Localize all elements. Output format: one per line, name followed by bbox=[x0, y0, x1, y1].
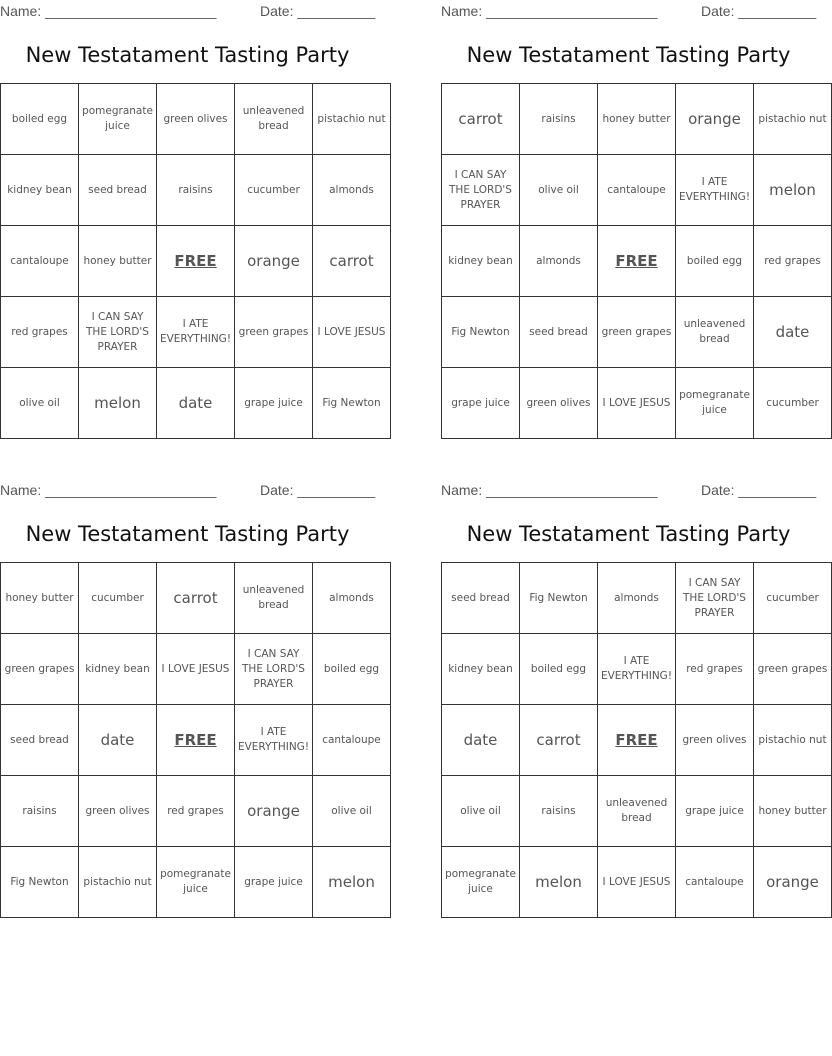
date-field: Date: __________ bbox=[260, 3, 376, 19]
grid-cell: honey butter bbox=[754, 776, 832, 847]
grid-row bbox=[442, 563, 832, 634]
grid-cell: orange bbox=[676, 84, 754, 155]
card-header bbox=[0, 479, 375, 501]
grid-cell: grape juice bbox=[676, 776, 754, 847]
grid-cell: cantaloupe bbox=[598, 155, 676, 226]
grid-cell: Fig Newton bbox=[520, 563, 598, 634]
grid-cell: cantaloupe bbox=[313, 705, 391, 776]
grid-cell: boiled egg bbox=[313, 634, 391, 705]
bingo-card-2 bbox=[441, 0, 827, 416]
card-title: New Testatament Tasting Party bbox=[25, 43, 350, 67]
grid-cell: pistachio nut bbox=[313, 84, 391, 155]
grid-cell: raisins bbox=[520, 84, 598, 155]
card-header bbox=[0, 0, 375, 22]
grid-row bbox=[442, 226, 832, 297]
grid-cell: olive oil bbox=[442, 776, 520, 847]
grid-row bbox=[1, 155, 391, 226]
grid-cell: cucumber bbox=[754, 563, 832, 634]
grid-cell: kidney bean bbox=[79, 634, 157, 705]
grid-cell: red grapes bbox=[157, 776, 235, 847]
grid-cell: date bbox=[754, 297, 832, 368]
grid-cell: carrot bbox=[157, 563, 235, 634]
card-header bbox=[441, 0, 816, 22]
grid-row bbox=[1, 368, 391, 439]
grid-row bbox=[1, 84, 391, 155]
grid-cell: olive oil bbox=[1, 368, 79, 439]
grid-cell: olive oil bbox=[520, 155, 598, 226]
grid-row bbox=[1, 776, 391, 847]
grid-cell: melon bbox=[79, 368, 157, 439]
grid-cell: I CAN SAY THE LORD'S PRAYER bbox=[676, 563, 754, 634]
grid-cell: pomegranate juice bbox=[157, 847, 235, 918]
grid-cell: green grapes bbox=[598, 297, 676, 368]
bingo-grid bbox=[0, 83, 391, 439]
grid-cell: I LOVE JESUS bbox=[157, 634, 235, 705]
grid-cell: kidney bean bbox=[442, 634, 520, 705]
grid-cell: raisins bbox=[1, 776, 79, 847]
grid-cell: unleavened bread bbox=[598, 776, 676, 847]
grid-cell: kidney bean bbox=[1, 155, 79, 226]
grid-cell: boiled egg bbox=[1, 84, 79, 155]
grid-cell: green grapes bbox=[235, 297, 313, 368]
grid-row bbox=[442, 297, 832, 368]
grid-cell: pomegranate juice bbox=[79, 84, 157, 155]
grid-cell: cantaloupe bbox=[1, 226, 79, 297]
grid-cell: melon bbox=[520, 847, 598, 918]
grid-cell: boiled egg bbox=[676, 226, 754, 297]
grid-cell: unleavened bread bbox=[235, 563, 313, 634]
bingo-card-3 bbox=[0, 479, 381, 895]
grid-cell: carrot bbox=[313, 226, 391, 297]
grid-cell: seed bread bbox=[520, 297, 598, 368]
grid-row bbox=[1, 634, 391, 705]
grid-row bbox=[442, 84, 832, 155]
grid-cell: raisins bbox=[157, 155, 235, 226]
bingo-card-1 bbox=[0, 0, 386, 412]
grid-row bbox=[1, 226, 391, 297]
card-title: New Testatament Tasting Party bbox=[466, 522, 791, 546]
name-field: Name: ______________________ bbox=[441, 482, 658, 498]
grid-cell: I ATE EVERYTHING! bbox=[157, 297, 235, 368]
bingo-grid bbox=[441, 562, 832, 918]
grid-cell: carrot bbox=[442, 84, 520, 155]
grid-row bbox=[1, 705, 391, 776]
grid-row bbox=[442, 155, 832, 226]
bingo-card-4 bbox=[441, 479, 828, 895]
card-title: New Testatament Tasting Party bbox=[466, 43, 791, 67]
grid-cell: pistachio nut bbox=[79, 847, 157, 918]
grid-cell: unleavened bread bbox=[676, 297, 754, 368]
grid-cell: green olives bbox=[520, 368, 598, 439]
grid-cell: orange bbox=[235, 776, 313, 847]
free-space: FREE bbox=[598, 705, 676, 776]
bingo-grid bbox=[0, 562, 391, 918]
grid-cell: I LOVE JESUS bbox=[313, 297, 391, 368]
grid-cell: olive oil bbox=[313, 776, 391, 847]
grid-cell: pomegranate juice bbox=[442, 847, 520, 918]
grid-cell: I ATE EVERYTHING! bbox=[235, 705, 313, 776]
grid-row bbox=[442, 634, 832, 705]
name-field: Name: ______________________ bbox=[0, 482, 217, 498]
grid-cell: melon bbox=[313, 847, 391, 918]
name-field: Name: ______________________ bbox=[441, 3, 658, 19]
grid-cell: pistachio nut bbox=[754, 84, 832, 155]
grid-cell: cantaloupe bbox=[676, 847, 754, 918]
grid-cell: cucumber bbox=[754, 368, 832, 439]
name-field: Name: ______________________ bbox=[0, 3, 217, 19]
date-field: Date: __________ bbox=[701, 482, 817, 498]
free-space: FREE bbox=[157, 705, 235, 776]
grid-cell: grape juice bbox=[235, 847, 313, 918]
grid-cell: raisins bbox=[520, 776, 598, 847]
grid-cell: Fig Newton bbox=[1, 847, 79, 918]
grid-cell: orange bbox=[235, 226, 313, 297]
grid-cell: Fig Newton bbox=[442, 297, 520, 368]
grid-cell: grape juice bbox=[442, 368, 520, 439]
date-field: Date: __________ bbox=[260, 482, 376, 498]
grid-cell: I CAN SAY THE LORD'S PRAYER bbox=[79, 297, 157, 368]
grid-row bbox=[1, 563, 391, 634]
grid-row bbox=[442, 776, 832, 847]
grid-cell: I ATE EVERYTHING! bbox=[598, 634, 676, 705]
grid-cell: cucumber bbox=[79, 563, 157, 634]
grid-cell: almonds bbox=[520, 226, 598, 297]
grid-cell: red grapes bbox=[1, 297, 79, 368]
grid-row bbox=[1, 297, 391, 368]
grid-cell: seed bread bbox=[79, 155, 157, 226]
grid-row bbox=[442, 368, 832, 439]
grid-cell: date bbox=[157, 368, 235, 439]
grid-cell: orange bbox=[754, 847, 832, 918]
grid-cell: red grapes bbox=[754, 226, 832, 297]
bingo-grid bbox=[441, 83, 832, 439]
grid-cell: green grapes bbox=[1, 634, 79, 705]
grid-cell: almonds bbox=[313, 563, 391, 634]
grid-cell: pomegranate juice bbox=[676, 368, 754, 439]
grid-cell: almonds bbox=[313, 155, 391, 226]
grid-cell: kidney bean bbox=[442, 226, 520, 297]
grid-cell: green olives bbox=[676, 705, 754, 776]
grid-cell: unleavened bread bbox=[235, 84, 313, 155]
grid-cell: boiled egg bbox=[520, 634, 598, 705]
grid-row bbox=[442, 705, 832, 776]
grid-cell: I LOVE JESUS bbox=[598, 368, 676, 439]
grid-cell: honey butter bbox=[598, 84, 676, 155]
date-field: Date: __________ bbox=[701, 3, 817, 19]
grid-cell: Fig Newton bbox=[313, 368, 391, 439]
grid-cell: I CAN SAY THE LORD'S PRAYER bbox=[442, 155, 520, 226]
grid-cell: seed bread bbox=[1, 705, 79, 776]
grid-row bbox=[442, 847, 832, 918]
grid-cell: carrot bbox=[520, 705, 598, 776]
free-space: FREE bbox=[598, 226, 676, 297]
card-title: New Testatament Tasting Party bbox=[25, 522, 350, 546]
grid-cell: grape juice bbox=[235, 368, 313, 439]
grid-cell: cucumber bbox=[235, 155, 313, 226]
grid-cell: honey butter bbox=[1, 563, 79, 634]
grid-row bbox=[1, 847, 391, 918]
grid-cell: green olives bbox=[157, 84, 235, 155]
grid-cell: honey butter bbox=[79, 226, 157, 297]
grid-cell: green olives bbox=[79, 776, 157, 847]
free-space: FREE bbox=[157, 226, 235, 297]
grid-cell: I CAN SAY THE LORD'S PRAYER bbox=[235, 634, 313, 705]
grid-cell: green grapes bbox=[754, 634, 832, 705]
grid-cell: date bbox=[442, 705, 520, 776]
grid-cell: pistachio nut bbox=[754, 705, 832, 776]
grid-cell: date bbox=[79, 705, 157, 776]
grid-cell: red grapes bbox=[676, 634, 754, 705]
grid-cell: melon bbox=[754, 155, 832, 226]
card-header bbox=[441, 479, 816, 501]
grid-cell: seed bread bbox=[442, 563, 520, 634]
grid-cell: almonds bbox=[598, 563, 676, 634]
grid-cell: I ATE EVERYTHING! bbox=[676, 155, 754, 226]
grid-cell: I LOVE JESUS bbox=[598, 847, 676, 918]
